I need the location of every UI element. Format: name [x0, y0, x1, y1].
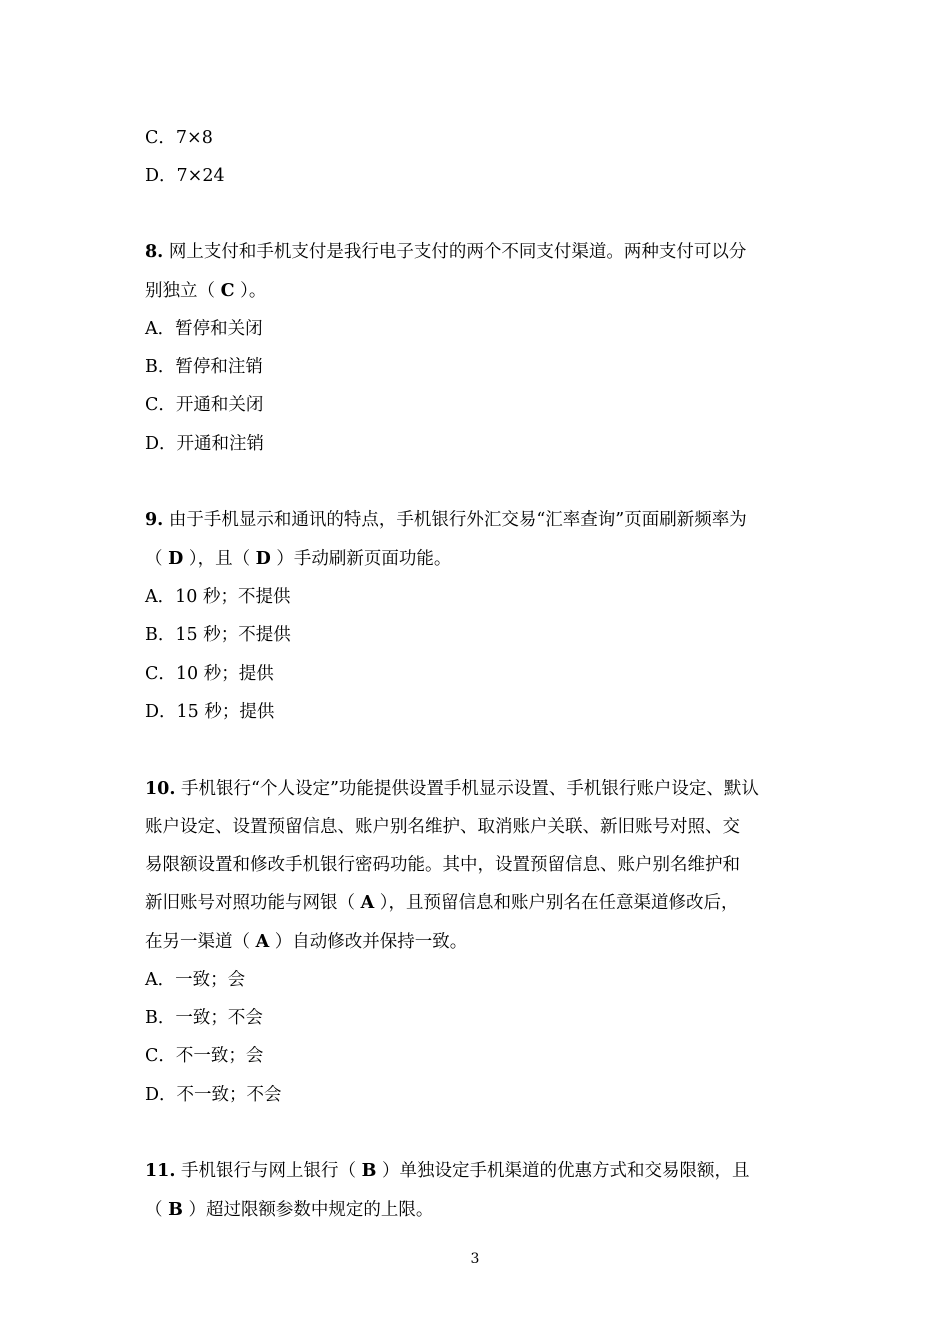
option-letter: A．	[145, 970, 176, 990]
question-line	[145, 279, 266, 303]
answer-blank: B	[361, 1161, 377, 1181]
option-letter: B．	[145, 625, 176, 645]
question-line	[145, 891, 738, 915]
question-text: ）。	[234, 281, 267, 301]
answer-blank: C	[220, 281, 235, 301]
option-text: 10 秒；不提供	[175, 587, 291, 607]
page-number: 3	[470, 1251, 480, 1267]
option-letter: A．	[145, 587, 176, 607]
option-text: 一致；不会	[175, 1008, 263, 1028]
question-line	[145, 1159, 749, 1183]
question-text: 手机银行与网上银行（	[181, 1161, 362, 1181]
option-line	[145, 1044, 263, 1068]
option-text: 开通和关闭	[175, 395, 264, 415]
option-letter: D．	[145, 1085, 177, 1105]
option-letter: B．	[145, 1008, 176, 1028]
question-text: ）手动刷新页面功能。	[270, 549, 452, 569]
option-letter: B．	[145, 357, 176, 377]
option-line	[145, 432, 264, 456]
option-line	[145, 164, 225, 188]
question-text: 易限额设置和修改手机银行密码功能。其中，设置预留信息、账户别名维护和	[145, 855, 740, 875]
question-line	[145, 547, 451, 571]
question-number: 11.	[145, 1161, 176, 1181]
option-line	[145, 623, 291, 647]
question-text: 由于手机显示和通讯的特点，手机银行外汇交易“汇率查询”页面刷新频率为	[168, 510, 747, 530]
option-text: 7×24	[176, 166, 225, 186]
option-text: 暂停和关闭	[175, 319, 263, 339]
option-text: 10 秒；提供	[175, 664, 274, 684]
answer-blank: A	[360, 893, 375, 913]
option-text: 开通和注销	[176, 434, 265, 454]
question-line	[145, 853, 740, 877]
answer-blank: D	[168, 549, 184, 569]
option-text: 暂停和注销	[175, 357, 263, 377]
option-text: 不一致；不会	[176, 1085, 282, 1105]
option-line	[145, 317, 263, 341]
question-number: 8.	[145, 242, 164, 262]
question-text: （	[145, 1200, 169, 1220]
option-letter: D．	[145, 702, 177, 722]
question-line	[145, 777, 759, 801]
option-text: 15 秒；提供	[176, 702, 275, 722]
question-line	[145, 240, 746, 264]
answer-blank: A	[255, 932, 270, 952]
question-text: 手机银行“个人设定”功能提供设置手机显示设置、手机银行账户设定、默认	[181, 779, 759, 799]
option-letter: C．	[145, 395, 176, 415]
question-number: 9.	[145, 510, 164, 530]
option-letter: A．	[145, 319, 176, 339]
option-line	[145, 393, 263, 417]
question-text: 网上支付和手机支付是我行电子支付的两个不同支付渠道。两种支付可以分	[168, 242, 747, 262]
question-text: ），且（	[183, 549, 256, 569]
option-text: 7×8	[175, 128, 213, 148]
question-text: （	[145, 549, 169, 569]
question-text: ）自动修改并保持一致。	[269, 932, 468, 952]
option-text: 15 秒；不提供	[175, 625, 291, 645]
question-text: ），且预留信息和账户别名在任意渠道修改后，	[374, 893, 739, 913]
option-line	[145, 968, 245, 992]
question-text: ）单独设定手机渠道的优惠方式和交易限额，且	[376, 1161, 750, 1181]
option-line	[145, 1083, 282, 1107]
question-text: 别独立（	[145, 281, 221, 301]
question-text: 账户设定、设置预留信息、账户别名维护、取消账户关联、新旧账号对照、交	[145, 817, 740, 837]
option-line	[145, 585, 290, 609]
question-text: 新旧账号对照功能与网银（	[145, 893, 361, 913]
option-line	[145, 355, 263, 379]
answer-blank: D	[255, 549, 271, 569]
option-line	[145, 700, 274, 724]
option-letter: C．	[145, 1046, 176, 1066]
option-text: 不一致；会	[175, 1046, 264, 1066]
question-number: 10.	[145, 779, 176, 799]
option-line	[145, 662, 274, 686]
option-line	[145, 1006, 263, 1030]
option-letter: D．	[145, 166, 177, 186]
question-line	[145, 1198, 433, 1222]
option-letter: D．	[145, 434, 177, 454]
option-text: 一致；会	[175, 970, 246, 990]
question-line	[145, 930, 467, 954]
question-text: 在另一渠道（	[145, 932, 256, 952]
option-letter: C．	[145, 664, 176, 684]
question-text: ）超过限额参数中规定的上限。	[182, 1200, 434, 1220]
option-letter: C．	[145, 128, 176, 148]
answer-blank: B	[168, 1200, 183, 1220]
option-line	[145, 126, 213, 150]
question-line	[145, 508, 747, 532]
question-line	[145, 815, 740, 839]
